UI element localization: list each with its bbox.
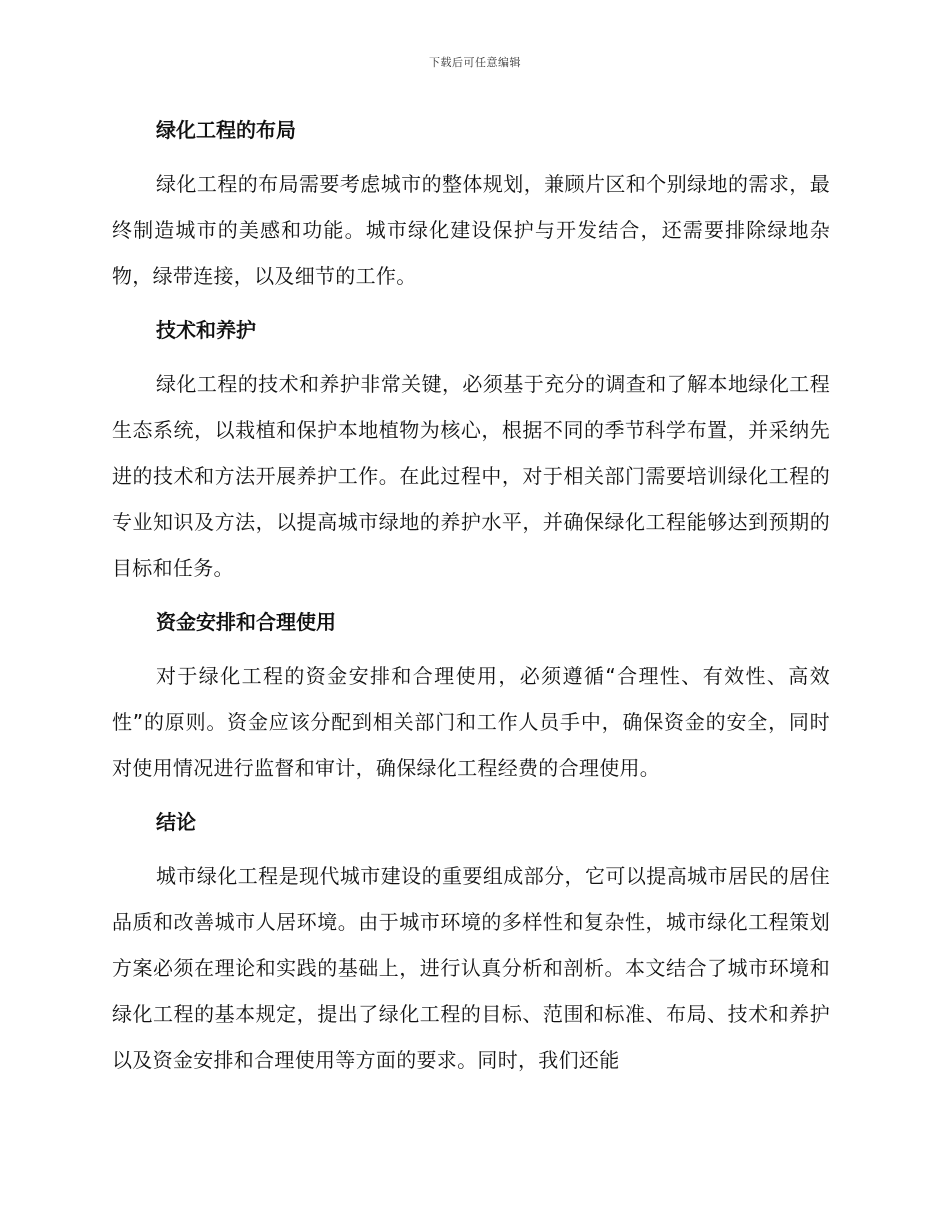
document-body (112, 112, 830, 1096)
section-heading: 绿化工程的布局 (156, 118, 296, 142)
section-paragraph: 对于绿化工程的资金安排和合理使用，必须遵循“合理性、有效性、高效性”的原则。资金应该分配到相关部门和工作人员手中，确保资金的安全，同时对使用情况进行监督和审计，确保绿化工程经费的合理使用。 (112, 664, 830, 780)
section-paragraph: 城市绿化工程是现代城市建设的重要组成部分，它可以提高城市居民的居住品质和改善城市人居环境。由于城市环境的多样性和复杂性，城市绿化工程策划方案必须在理论和实践的基础上，进行认真分析和剖析。本文结合了城市环境和绿化工程的基本规定，提出了绿化工程的目标、范围和标准、布局、技术和养护以及资金安排和合理使用等方面的要求。同时，我们还能 (112, 864, 830, 1072)
section-paragraph: 绿化工程的布局需要考虑城市的整体规划，兼顾片区和个别绿地的需求，最终制造城市的美感和功能。城市绿化建设保护与开发结合，还需要排除绿地杂物，绿带连接，以及细节的工作。 (112, 172, 830, 288)
section-paragraph: 绿化工程的技术和养护非常关键，必须基于充分的调查和了解本地绿化工程生态系统，以栽植和保护本地植物为核心，根据不同的季节科学布置，并采纳先进的技术和方法开展养护工作。在此过程中，对于相关部门需要培训绿化工程的专业知识及方法，以提高城市绿地的养护水平，并确保绿化工程能够达到预期的目标和任务。 (112, 372, 830, 580)
section-funding (112, 604, 830, 791)
section-technique-maintenance (112, 312, 830, 591)
section-heading: 技术和养护 (156, 318, 256, 342)
section-conclusion (112, 804, 830, 1083)
section-layout (112, 112, 830, 299)
section-heading: 结论 (156, 810, 196, 834)
section-heading: 资金安排和合理使用 (156, 610, 336, 634)
page-header-note: 下载后可任意编辑 (429, 56, 521, 69)
